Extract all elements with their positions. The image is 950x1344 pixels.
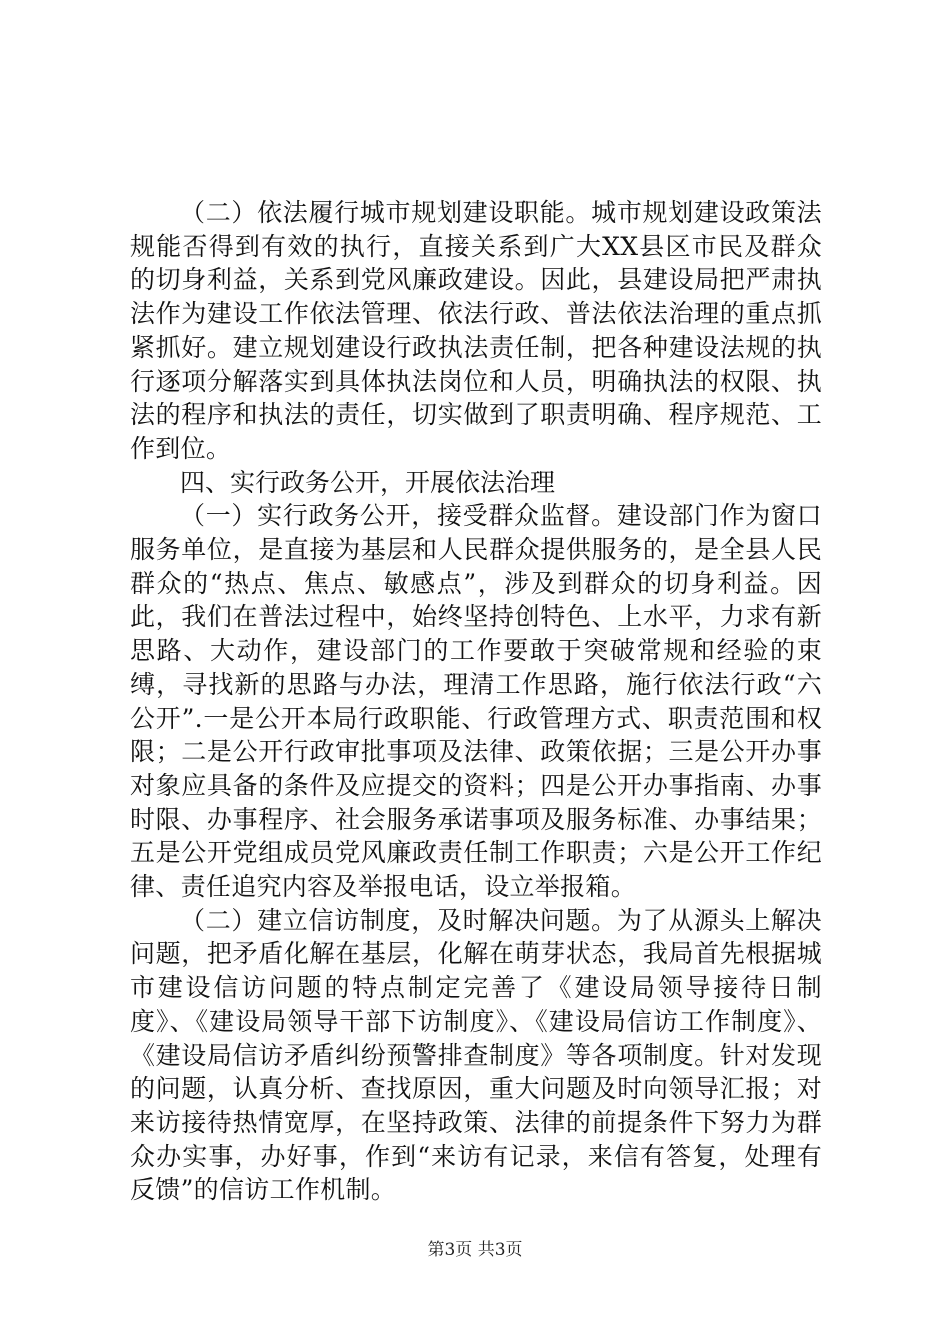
paragraph-open-government: （一）实行政务公开，接受群众监督。建设部门作为窗口服务单位，是直接为基层和人民群众提供服务的，是全县人民群众的“热点、焦点、敏感点”，涉及到群众的切身利益。因此，我们在普法过程中，始终坚持创特色、上水平，力求有新思路、大动作，建设部门的工作要敢于突破常规和经验的束缚，寻找新的思路与办法，理清工作思路，施行依法行政“六公开”.一是公开本局行政职能、行政管理方式、职责范围和权限；二是公开行政审批事项及法律、政策依据；三是公开办事对象应具备的条件及应提交的资料；四是公开办事指南、办事时限、办事程序、社会服务承诺事项及服务标准、办事结果；五是公开党组成员党风廉政责任制工作职责；六是公开工作纪律、责任追究内容及举报电话，设立举报箱。 [130,501,822,902]
paragraph-law-enforcement: （二）依法履行城市规划建设职能。城市规划建设政策法规能否得到有效的执行，直接关系到广大XX县区市民及群众的切身利益，关系到党风廉政建设。因此，县建设局把严肃执法作为建设工作依法管理、依法行政、普法依法治理的重点抓紧抓好。建立规划建设行政执法责任制，把各种建设法规的执行逐项分解落实到具体执法岗位和人员，明确执法的权限、执法的程序和执法的责任，切实做到了职责明确、程序规范、工作到位。 [130,198,822,463]
document-body [130,196,822,1207]
page-footer: 第3页 共3页 [427,1240,523,1260]
paragraph-petition-system: （二）建立信访制度，及时解决问题。为了从源头上解决问题，把矛盾化解在基层，化解在萌芽状态，我局首先根据城市建设信访问题的特点制定完善了《建设局领导接待日制度》、《建设局领导干部下访制度》、《建设局信访工作制度》、《建设局信访矛盾纠纷预警排查制度》等各项制度。针对发现的问题，认真分析、查找原因，重大问题及时向领导汇报；对来访接待热情宽厚，在坚持政策、法律的前提条件下努力为群众办实事，办好事，作到“来访有记录，来信有答复，处理有反馈”的信访工作机制。 [130,905,822,1205]
section-heading-four: 四、实行政务公开，开展依法治理 [180,467,556,497]
